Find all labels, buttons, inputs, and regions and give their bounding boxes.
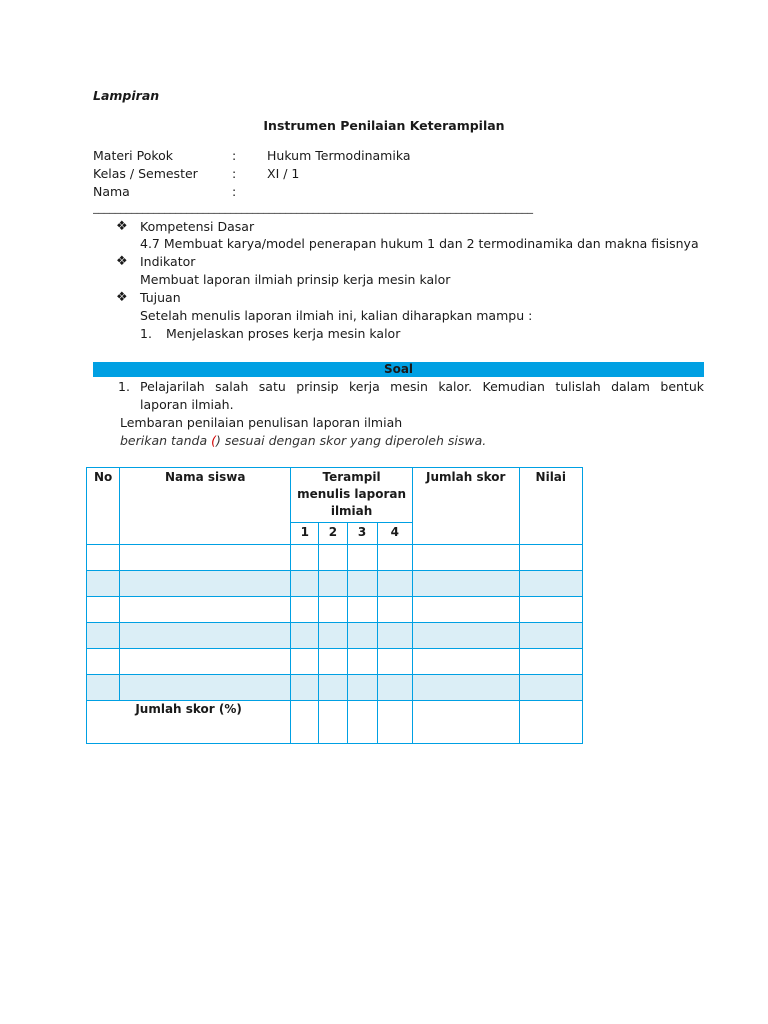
cell[interactable] bbox=[120, 545, 291, 571]
cell[interactable] bbox=[120, 571, 291, 597]
diamond-bullet-icon: ❖ bbox=[116, 219, 128, 234]
cell[interactable] bbox=[377, 545, 412, 571]
cell[interactable] bbox=[87, 571, 120, 597]
table-header-row bbox=[87, 468, 583, 523]
tujuan-item: Menjelaskan proses kerja mesin kalor bbox=[166, 326, 401, 341]
cell[interactable] bbox=[519, 571, 582, 597]
header-terampil: Terampil menulis laporan ilmiah bbox=[291, 468, 413, 523]
instruction-part-b: ) sesuai dengan skor yang diperoleh siswa. bbox=[215, 433, 487, 448]
cell[interactable] bbox=[377, 597, 412, 623]
score-header-1: 1 bbox=[291, 523, 319, 545]
cell[interactable] bbox=[347, 649, 377, 675]
cell[interactable] bbox=[87, 675, 120, 701]
cell[interactable] bbox=[347, 545, 377, 571]
kelas-colon: : bbox=[232, 166, 237, 181]
cell[interactable] bbox=[347, 571, 377, 597]
cell[interactable] bbox=[319, 623, 347, 649]
score-header-3: 3 bbox=[347, 523, 377, 545]
cell[interactable] bbox=[87, 649, 120, 675]
diamond-bullet-icon: ❖ bbox=[116, 254, 128, 269]
cell[interactable] bbox=[519, 675, 582, 701]
question-number: 1. bbox=[118, 379, 130, 394]
cell[interactable] bbox=[319, 545, 347, 571]
cell[interactable] bbox=[319, 597, 347, 623]
cell[interactable] bbox=[519, 701, 582, 744]
materi-colon: : bbox=[232, 148, 237, 163]
page-title: Instrumen Penilaian Keterampilan bbox=[263, 118, 505, 133]
cell[interactable] bbox=[87, 545, 120, 571]
cell[interactable] bbox=[412, 597, 519, 623]
cell[interactable] bbox=[87, 597, 120, 623]
tujuan-item-number: 1. bbox=[140, 326, 152, 341]
cell[interactable] bbox=[319, 571, 347, 597]
instruction-text bbox=[120, 433, 486, 449]
kd-title: Kompetensi Dasar bbox=[140, 219, 255, 234]
score-header-4: 4 bbox=[377, 523, 412, 545]
table-row bbox=[87, 649, 583, 675]
cell[interactable] bbox=[377, 675, 412, 701]
cell[interactable] bbox=[412, 649, 519, 675]
footer-jumlah-skor-label: Jumlah skor (%) bbox=[87, 701, 291, 744]
table-row bbox=[87, 597, 583, 623]
cell[interactable] bbox=[120, 675, 291, 701]
cell[interactable] bbox=[87, 623, 120, 649]
cell[interactable] bbox=[377, 571, 412, 597]
cell[interactable] bbox=[347, 701, 377, 744]
tujuan-text: Setelah menulis laporan ilmiah ini, kalian diharapkan mampu : bbox=[140, 308, 533, 323]
score-header-2: 2 bbox=[319, 523, 347, 545]
cell[interactable] bbox=[412, 545, 519, 571]
separator-line: ________________________________________________________________________________ bbox=[93, 201, 533, 214]
cell[interactable] bbox=[519, 623, 582, 649]
header-nilai: Nilai bbox=[519, 468, 582, 545]
cell[interactable] bbox=[120, 597, 291, 623]
cell[interactable] bbox=[120, 623, 291, 649]
header-no: No bbox=[87, 468, 120, 545]
cell[interactable] bbox=[377, 623, 412, 649]
cell[interactable] bbox=[347, 597, 377, 623]
cell[interactable] bbox=[412, 623, 519, 649]
indikator-text: Membuat laporan ilmiah prinsip kerja mesin kalor bbox=[140, 272, 451, 287]
nama-colon: : bbox=[232, 184, 237, 199]
cell[interactable] bbox=[519, 597, 582, 623]
tujuan-title: Tujuan bbox=[140, 290, 181, 305]
table-row bbox=[87, 675, 583, 701]
cell[interactable] bbox=[291, 545, 319, 571]
table-row bbox=[87, 623, 583, 649]
table-footer-row bbox=[87, 701, 583, 744]
cell[interactable] bbox=[319, 701, 347, 744]
cell[interactable] bbox=[519, 649, 582, 675]
cell[interactable] bbox=[291, 649, 319, 675]
kd-text: 4.7 Membuat karya/model penerapan hukum 1 dan 2 termodinamika dan makna fisisnya bbox=[140, 236, 699, 251]
diamond-bullet-icon: ❖ bbox=[116, 290, 128, 305]
cell[interactable] bbox=[319, 675, 347, 701]
header-jumlah-skor: Jumlah skor bbox=[412, 468, 519, 545]
cell[interactable] bbox=[291, 571, 319, 597]
soal-header-bar: Soal bbox=[93, 362, 704, 377]
cell[interactable] bbox=[291, 623, 319, 649]
sheet-title: Lembaran penilaian penulisan laporan ilmiah bbox=[120, 415, 403, 430]
cell[interactable] bbox=[291, 597, 319, 623]
cell[interactable] bbox=[519, 545, 582, 571]
table-row bbox=[87, 545, 583, 571]
cell[interactable] bbox=[291, 701, 319, 744]
kelas-label: Kelas / Semester bbox=[93, 166, 198, 181]
cell[interactable] bbox=[319, 649, 347, 675]
question-line-2: laporan ilmiah. bbox=[140, 397, 234, 412]
instruction-part-a: berikan tanda bbox=[120, 433, 212, 448]
cell[interactable] bbox=[377, 649, 412, 675]
check-mark-icon: ( bbox=[211, 433, 216, 448]
table-row bbox=[87, 571, 583, 597]
indikator-title: Indikator bbox=[140, 254, 196, 269]
header-nama-siswa: Nama siswa bbox=[120, 468, 291, 545]
cell[interactable] bbox=[412, 701, 519, 744]
cell[interactable] bbox=[120, 649, 291, 675]
materi-value: Hukum Termodinamika bbox=[267, 148, 411, 163]
question-line-1: Pelajarilah salah satu prinsip kerja mesin kalor. Kemudian tulislah dalam bentuk bbox=[140, 379, 704, 394]
kelas-value: XI / 1 bbox=[267, 166, 300, 181]
lampiran-label: Lampiran bbox=[93, 88, 160, 103]
cell[interactable] bbox=[347, 675, 377, 701]
cell[interactable] bbox=[377, 701, 412, 744]
cell[interactable] bbox=[347, 623, 377, 649]
assessment-table bbox=[86, 467, 583, 744]
cell[interactable] bbox=[412, 571, 519, 597]
nama-label: Nama bbox=[93, 184, 130, 199]
cell[interactable] bbox=[291, 675, 319, 701]
materi-label: Materi Pokok bbox=[93, 148, 174, 163]
cell[interactable] bbox=[412, 675, 519, 701]
